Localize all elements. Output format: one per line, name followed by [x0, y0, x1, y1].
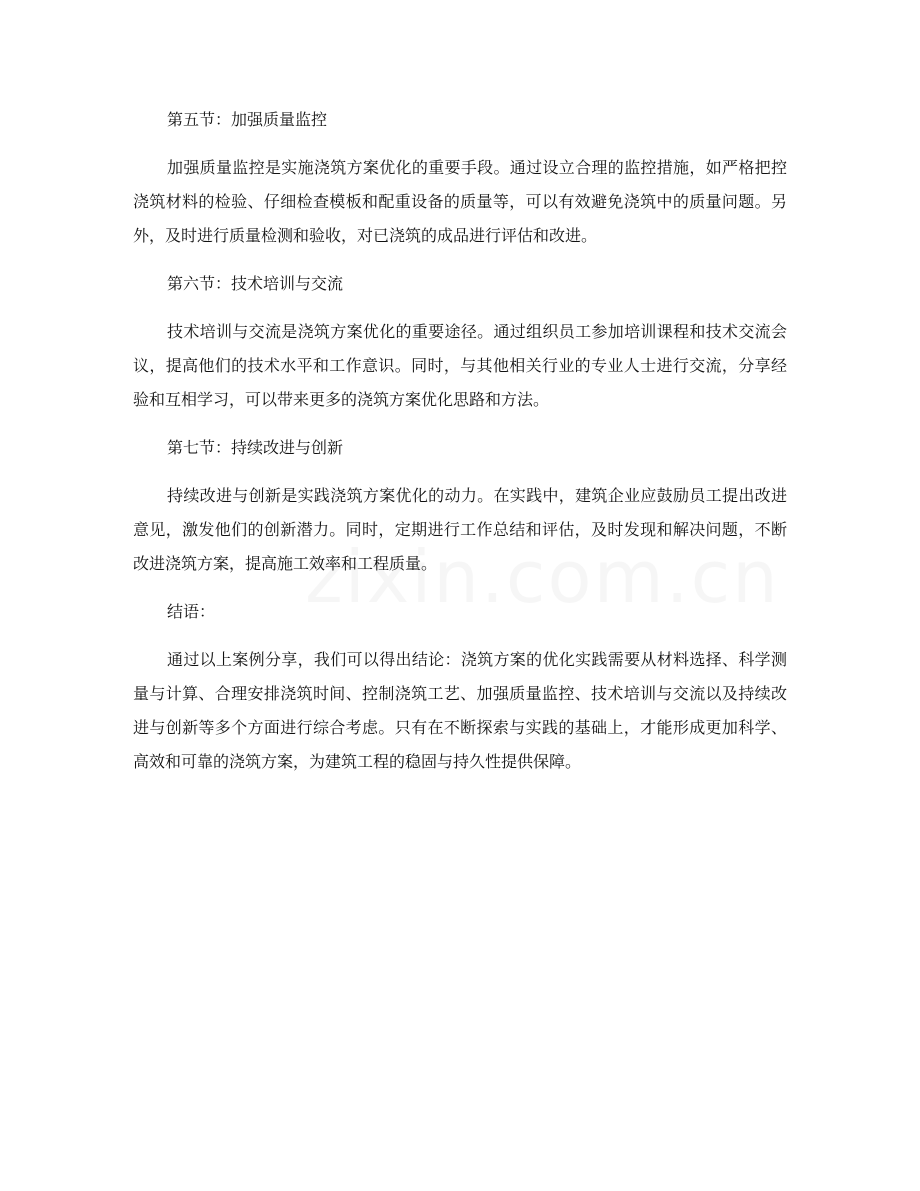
section-paragraph-5: 加强质量监控是实施浇筑方案优化的重要手段。通过设立合理的监控措施，如严格把控浇筑材料的检验、仔细检查模板和配重设备的质量等，可以有效避免浇筑中的质量问题。另外，及时进行质量检测和验收，对已浇筑的成品进行评估和改进。: [133, 158, 787, 245]
section-paragraph-6: 技术培训与交流是浇筑方案优化的重要途径。通过组织员工参加培训课程和技术交流会议，提高他们的技术水平和工作意识。同时，与其他相关行业的专业人士进行交流，分享经验和互相学习，可以带来更多的浇筑方案优化思路和方法。: [133, 322, 787, 409]
conclusion-heading: 结语：: [167, 602, 216, 621]
section-heading-7: 第七节：持续改进与创新: [167, 438, 344, 457]
conclusion-paragraph: 通过以上案例分享，我们可以得出结论：浇筑方案的优化实践需要从材料选择、科学测量与计算、合理安排浇筑时间、控制浇筑工艺、加强质量监控、技术培训与交流以及持续改进与创新等多个方面进行综合考虑。只有在不断探索与实践的基础上，才能形成更加科学、高效和可靠的浇筑方案，为建筑工程的稳固与持久性提供保障。: [133, 650, 787, 771]
section-heading-6: 第六节：技术培训与交流: [167, 274, 344, 293]
section-paragraph-7: 持续改进与创新是实践浇筑方案优化的动力。在实践中，建筑企业应鼓励员工提出改进意见，激发他们的创新潜力。同时，定期进行工作总结和评估，及时发现和解决问题，不断改进浇筑方案，提高施工效率和工程质量。: [133, 486, 787, 573]
document-body: [133, 103, 787, 779]
section-heading-5: 第五节：加强质量监控: [167, 110, 328, 129]
